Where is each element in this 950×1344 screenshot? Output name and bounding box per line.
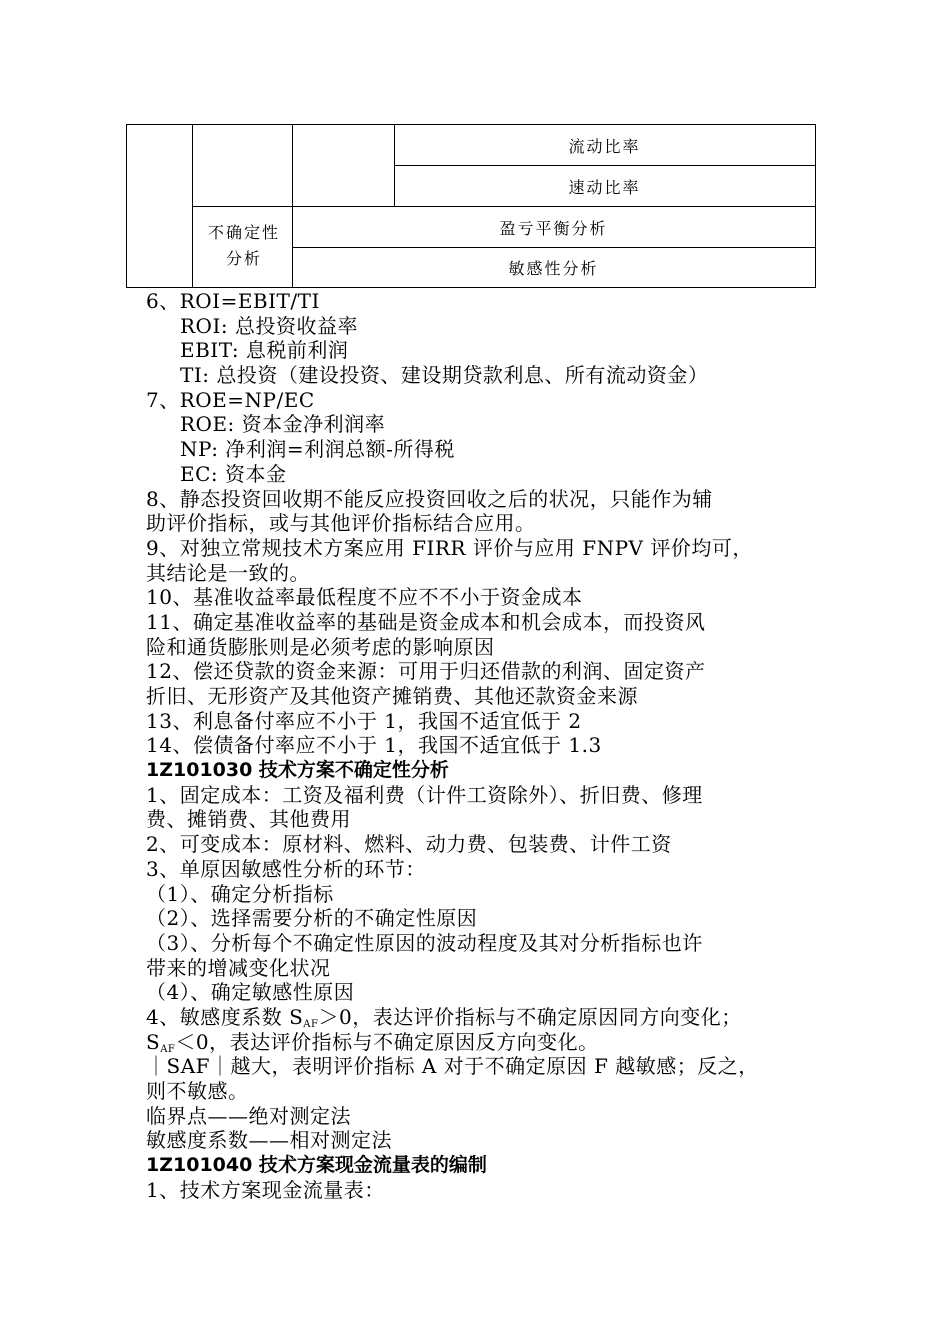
text-line xyxy=(146,1005,826,1030)
subscript: AF xyxy=(303,1018,319,1030)
text-line: 险和通货膨胀则是必须考虑的影响原因 xyxy=(146,634,495,659)
table-cell: 流动比率 xyxy=(568,136,641,156)
table-cell: 速动比率 xyxy=(568,177,641,197)
section-heading: 1Z101040 技术方案现金流量表的编制 xyxy=(146,1154,487,1177)
text-line: 11、确定基准收益率的基础是资金成本和机会成本，而投资风 xyxy=(146,609,706,634)
subscript: AF xyxy=(160,1043,176,1055)
text-line: 7、ROE=NP/EC xyxy=(146,387,315,412)
text-line: TI: 总投资（建设投资、建设期贷款利息、所有流动资金） xyxy=(180,363,709,388)
text-line: （2）、选择需要分析的不确定性原因 xyxy=(146,906,478,931)
text-line: EBIT: 息税前利润 xyxy=(180,338,349,363)
text-line: 6、ROI=EBIT/TI xyxy=(146,289,320,313)
text-line: 8、静态投资回收期不能反应投资回收之后的状况，只能作为辅 xyxy=(146,486,713,511)
text-line: （1）、确定分析指标 xyxy=(146,881,334,906)
table-border-left xyxy=(126,124,127,288)
document-body xyxy=(146,289,826,1202)
text-line: NP: 净利润=利润总额-所得税 xyxy=(180,437,455,462)
text-line: 则不敏感。 xyxy=(146,1079,249,1103)
text-segment: ＜0，表达评价指标与不确定原因反方向变化。 xyxy=(175,1029,599,1054)
table-cell: 敏感性分析 xyxy=(508,259,599,278)
text-line: 14、偿债备付率应不小于 1，我国不适宜低于 1.3 xyxy=(146,733,602,758)
text-line: 其结论是一致的。 xyxy=(146,560,310,585)
text-line: 12、偿还贷款的资金来源：可用于归还借款的利润、固定资产 xyxy=(146,659,706,684)
indicator-table xyxy=(126,124,816,288)
text-line: 带来的增减变化状况 xyxy=(146,955,331,980)
text-line: 折旧、无形资产及其他资产摊销费、其他还款资金来源 xyxy=(146,684,638,708)
table-border-bottom xyxy=(126,287,816,288)
text-segment: ＞0，表达评价指标与不确定原因同方向变化； xyxy=(318,1004,742,1029)
text-line: 9、对独立常规技术方案应用 FIRR 评价与应用 FNPV 评价均可， xyxy=(146,535,753,560)
text-line: 10、基准收益率最低程度不应不不小于资金成本 xyxy=(146,585,583,610)
text-line: ROI: 总投资收益率 xyxy=(180,313,358,338)
text-line xyxy=(146,1030,826,1055)
table-group-label: 不确定性分析 xyxy=(208,223,281,268)
text-line: 1、固定成本：工资及福利费（计件工资除外）、折旧费、修理 xyxy=(146,782,703,807)
text-line: ｜SAF｜越大，表明评价指标 A 对于不确定原因 F 越敏感；反之， xyxy=(146,1054,759,1079)
text-segment: S xyxy=(146,1029,161,1054)
text-line: 费、摊销费、其他费用 xyxy=(146,807,351,832)
text-line: 13、利息备付率应不小于 1，我国不适宜低于 2 xyxy=(146,708,582,733)
text-line: 助评价指标，或与其他评价指标结合应用。 xyxy=(146,511,536,536)
text-line: 3、单原因敏感性分析的环节： xyxy=(146,856,426,881)
text-line: （4）、确定敏感性原因 xyxy=(146,980,355,1005)
text-line: EC: 资本金 xyxy=(180,461,287,486)
section-heading: 1Z101030 技术方案不确定性分析 xyxy=(146,759,449,782)
text-line: 临界点——绝对测定法 xyxy=(146,1103,351,1128)
table-cell: 盈亏平衡分析 xyxy=(499,218,608,238)
text-line: 2、可变成本：原材料、燃料、动力费、包装费、计件工资 xyxy=(146,832,672,857)
text-line: ROE: 资本金净利润率 xyxy=(180,412,386,437)
text-line: （3）、分析每个不确定性原因的波动程度及其对分析指标也许 xyxy=(146,930,703,955)
text-line: 敏感度系数——相对测定法 xyxy=(146,1128,392,1153)
text-segment: 4、敏感度系数 S xyxy=(146,1004,304,1029)
text-line: 1、技术方案现金流量表： xyxy=(146,1177,385,1202)
